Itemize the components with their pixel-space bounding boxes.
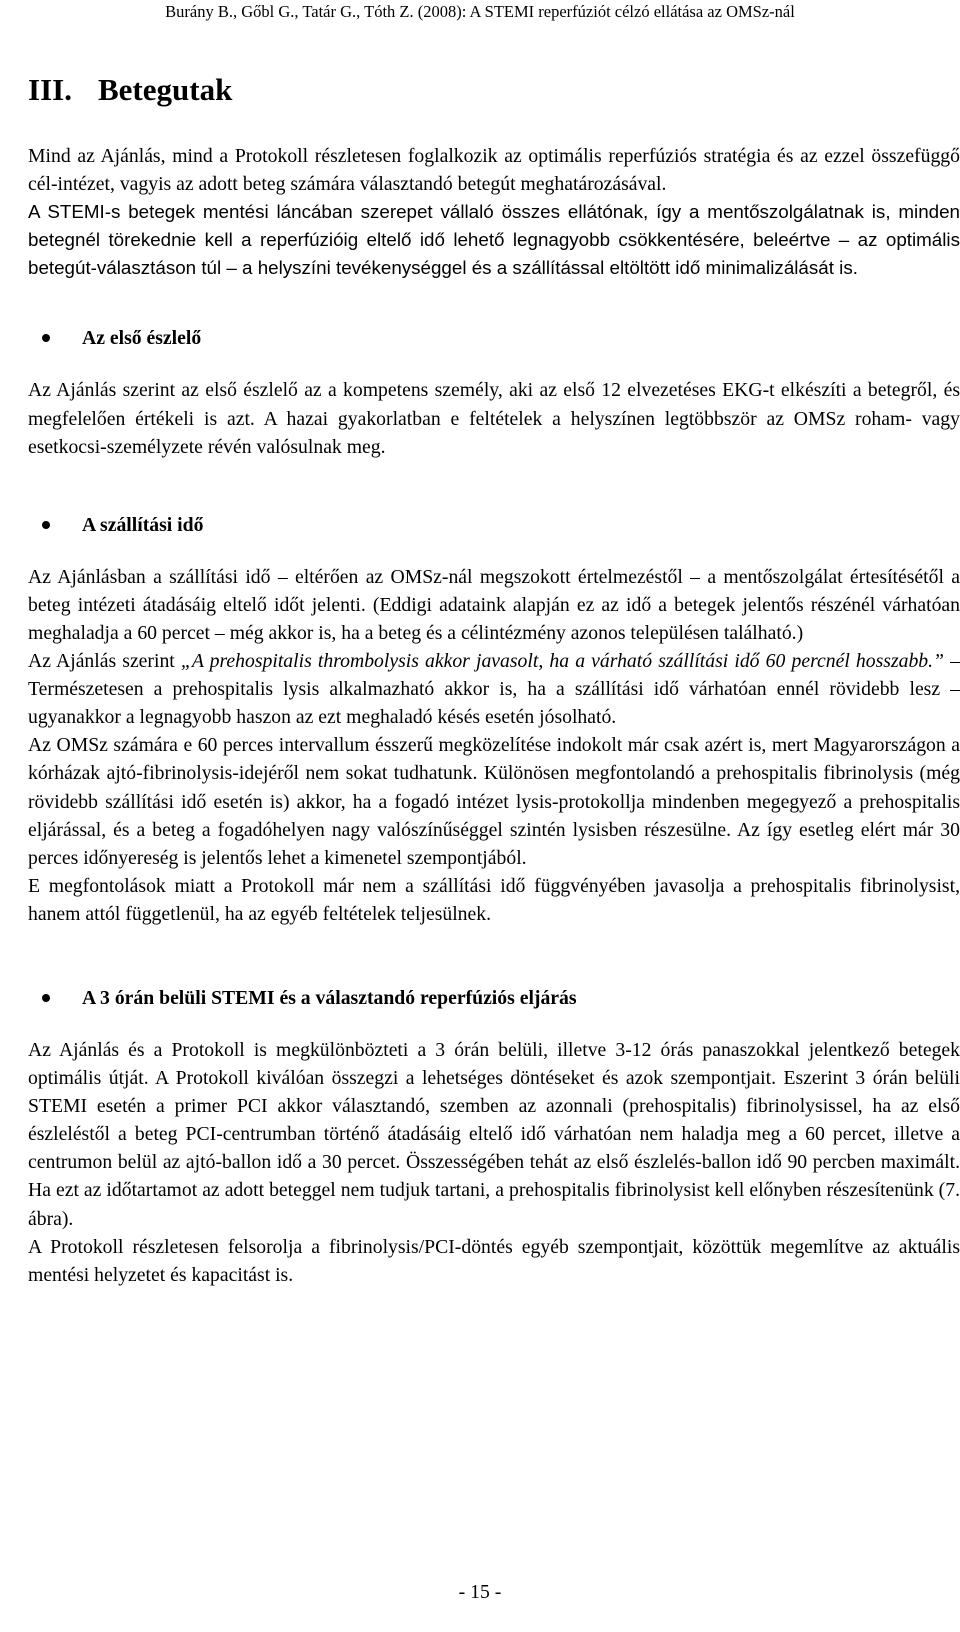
bullet-icon xyxy=(42,521,50,529)
section-title: Az első észlelő xyxy=(82,327,202,350)
section-title: A 3 órán belüli STEMI és a választandó reperfúziós eljárás xyxy=(82,986,577,1009)
chapter-number: III. xyxy=(28,72,72,107)
section-paragraph: Az OMSz számára e 60 perces intervallum ésszerű megközelítése indokolt már csak azért is, mert Magyarországon a kórházak ajtó-fibrinolysis-idejéről nem sokat tudhatunk. Különösen megfontolandó a prehospitalis fibrinolysis (még rövidebb szállítási idő esetén is) akkor, ha a fogadó intézet lysis-protokollja mindenben megegyező a prehospitalis eljárással, és a beteg a fogadóhelyen nagy valószínűséggel szintén lysisben részesülne. Az így esetleg elért már 30 perces időnyereség is jelentős lehet a kimenetel szempontjából. xyxy=(28,734,960,869)
bullet-icon xyxy=(42,334,50,342)
running-header: Burány B., Gőbl G., Tatár G., Tóth Z. (2008): A STEMI reperfúziót célzó ellátása az OMSz-nál xyxy=(165,2,795,21)
page-body xyxy=(28,64,960,1289)
intro-paragraph-1: Mind az Ajánlás, mind a Protokoll részletesen foglalkozik az optimális reperfúziós stratégia és az ezzel összefüggő cél-intézet, vagyis az adott beteg számára választandó betegút meghatározásával. xyxy=(28,145,960,196)
section-heading-transport-time xyxy=(28,511,960,539)
section-paragraph: Az Ajánlás szerint az első észlelő az a kompetens személy, aki az első 12 elvezetéses EKG-t elkészíti a betegről, és megfelelően értékeli is azt. A hazai gyakorlatban e feltételek a helyszínen legtöbbször az OMSz roham- vagy esetkocsi-személyzete révén valósulnak meg. xyxy=(28,379,960,458)
quote-lead: Az Ajánlás szerint xyxy=(28,650,181,673)
quote-tail: – Természetesen a prehospitalis lysis alkalmazható akkor is, ha a szállítási idő várhatóan ennél rövidebb lesz – ugyanakkor a legnagyobb haszon az ezt meghaladó késés esetén jósolható. xyxy=(28,650,960,729)
section-paragraph: Az Ajánlásban a szállítási idő – eltérően az OMSz-nál megszokott értelmezéstől – a mentőszolgálat értesítésétől a beteg intézeti átadásáig eltelő időt jelenti. (Eddigi adataink alapján ez az idő a betegek jelentős részénél várhatóan meghaladja a 60 percet – még akkor is, ha a beteg és a célintézmény azonos településen található.) xyxy=(28,565,960,644)
page-number: - 15 - xyxy=(458,1581,502,1603)
section-paragraph: E megfontolások miatt a Protokoll már nem a szállítási idő függvényében javasolja a prehospitalis fibrinolysist, hanem attól függetlenül, ha az egyéb feltételek teljesülnek. xyxy=(28,874,960,925)
section-paragraph: A Protokoll részletesen felsorolja a fibrinolysis/PCI-döntés egyéb szempontjait, közöttük megemlítve az aktuális mentési helyzetet és kapacitást is. xyxy=(28,1235,960,1286)
section-paragraph-with-quote xyxy=(28,647,960,731)
section-paragraph: Az Ajánlás és a Protokoll is megkülönbözteti a 3 órán belüli, illetve 3-12 órás panaszokkal jelentkező betegek optimális útját. A Protokoll kiválóan összegzi a lehetséges döntéseket és azok szempontjait. Eszerint 3 órán belüli STEMI esetén a primer PCI akkor választandó, szemben az azonnali (prehospitalis) fibrinolysissel, ha az első észleléstől a beteg PCI-centrumban történő átadásáig eltelő idő várhatóan nem haladja meg a 60 percet, illetve a centrumon belül az ajtó-ballon idő a 30 percet. Összességében tehát az első észlelés-ballon idő 90 percben maximált. Ha ezt az időtartamot az adott beteggel nem tudjuk tartani, a prehospitalis fibrinolysist kell előnyben részesítenünk (7. ábra). xyxy=(28,1038,960,1230)
bullet-icon xyxy=(42,994,50,1002)
section-heading-first-observer xyxy=(28,324,960,352)
section-heading-3-hour-stemi xyxy=(28,984,960,1012)
section-title: A szállítási idő xyxy=(82,513,204,536)
quote-italic: „A prehospitalis thrombolysis akkor javasolt, ha a várható szállítási idő 60 percnél hosszabb.” xyxy=(180,650,945,673)
chapter-title: Betegutak xyxy=(98,72,233,107)
intro-paragraph-2: A STEMI-s betegek mentési láncában szerepet vállaló összes ellátónak, így a mentőszolgálatnak is, minden betegnél törekednie kell a reperfúzióig eltelő idő lehető legnagyobb csökkentésére, beleértve – az optimális betegút-választáson túl – a helyszíni tevékenységgel és a szállítással eltöltött idő minimalizálását is. xyxy=(28,201,960,279)
chapter-heading xyxy=(28,64,960,116)
